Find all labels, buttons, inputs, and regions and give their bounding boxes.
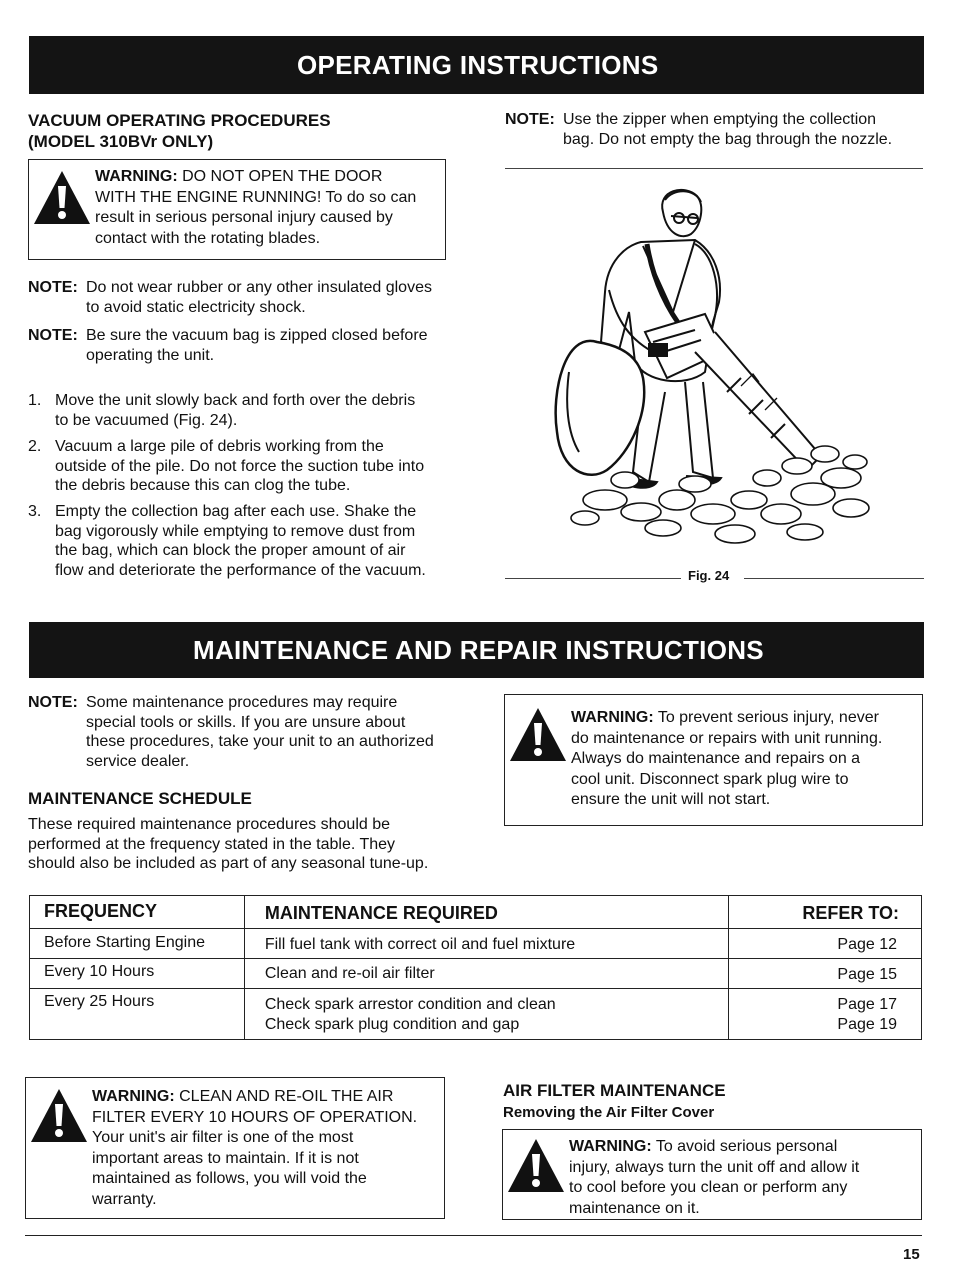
- note-line: Some maintenance procedures may require: [86, 694, 398, 711]
- air-filter-warning-line: CLEAN AND RE-OIL THE AIR: [179, 1088, 394, 1105]
- air-filter-warning-label: WARNING:: [92, 1088, 175, 1105]
- vacuum-heading-line2: (MODEL 310BVr ONLY): [28, 132, 214, 151]
- cover-warning-line: maintenance on it.: [569, 1199, 700, 1217]
- step-line: flow and deteriorate the performance of the vacuum.: [55, 561, 426, 579]
- maintenance-banner: MAINTENANCE AND REPAIR INSTRUCTIONS: [29, 622, 924, 678]
- cover-warning-box: [502, 1129, 922, 1220]
- door-warning-line: DO NOT OPEN THE DOOR: [182, 168, 383, 185]
- frequency-cell: Every 10 Hours: [30, 959, 245, 989]
- table-row: [30, 989, 922, 1040]
- cover-warning-label: WARNING:: [569, 1138, 652, 1155]
- refer-to-header: REFER TO:: [729, 896, 922, 929]
- operating-instructions-banner: OPERATING INSTRUCTIONS: [29, 36, 924, 94]
- schedule-intro: [28, 815, 428, 874]
- step-line: the debris because this can clog the tube.: [55, 477, 351, 494]
- step-line: to be vacuumed (Fig. 24).: [55, 411, 238, 429]
- frequency-header: FREQUENCY: [30, 896, 245, 929]
- door-warning-line: result in serious personal injury caused by: [95, 209, 393, 226]
- task-line: Check spark arrestor condition and clean: [264, 996, 556, 1013]
- maintenance-warning-label: WARNING:: [571, 709, 654, 726]
- vacuum-heading-line1: VACUUM OPERATING PROCEDURES: [28, 111, 331, 130]
- footer-rule: [25, 1235, 922, 1236]
- table-row: [30, 929, 922, 959]
- maintenance-warning-line: ensure the unit will not start.: [571, 791, 771, 808]
- door-warning-box: [28, 159, 446, 260]
- air-filter-warning-line: Your unit's air filter is one of the most: [92, 1129, 354, 1146]
- air-filter-warning-line: warranty.: [92, 1190, 157, 1208]
- schedule-intro-line: should also be included as part of any seasonal tune-up.: [28, 855, 429, 872]
- maintenance-warning-text: [571, 708, 882, 811]
- warning-triangle-icon: [33, 170, 91, 226]
- air-filter-heading: AIR FILTER MAINTENANCE: [503, 1081, 726, 1100]
- page-ref-cell: Page 12: [729, 929, 922, 959]
- page-ref-cell: Page 15: [729, 959, 922, 989]
- step-number: 1.: [28, 392, 42, 409]
- page-number: 15: [903, 1246, 920, 1263]
- note-line: these procedures, take your unit to an authorized: [86, 733, 434, 750]
- step-line: the bag, which can block the proper amount of air: [55, 542, 406, 559]
- page-ref-line: Page 19: [837, 1016, 897, 1033]
- table-row: [30, 959, 922, 989]
- figure-caption: Fig. 24: [688, 568, 730, 583]
- table-header-row: [30, 896, 922, 929]
- cover-warning-text: [569, 1137, 859, 1219]
- vacuum-operator-illustration: [545, 182, 880, 557]
- maintenance-note: [28, 693, 478, 773]
- task-cell: Clean and re-oil air filter: [244, 959, 728, 989]
- zipper-note: [505, 110, 925, 150]
- maintenance-schedule-table: [29, 895, 922, 1040]
- task-cell: [244, 989, 728, 1040]
- cover-warning-line: to cool before you clean or perform any: [569, 1179, 848, 1196]
- maintenance-warning-line: do maintenance or repairs with unit running.: [571, 729, 883, 747]
- air-filter-subheading: Removing the Air Filter Cover: [503, 1104, 715, 1121]
- task-line: Check spark plug condition and gap: [264, 1016, 520, 1033]
- maintenance-warning-line: Always do maintenance and repairs on a: [571, 750, 861, 767]
- note-label: NOTE:: [505, 111, 555, 128]
- warning-triangle-icon: [507, 1138, 565, 1194]
- air-filter-warning-text: [92, 1087, 417, 1210]
- note-label: NOTE:: [28, 279, 78, 296]
- air-filter-warning-line: important areas to maintain. If it is not: [92, 1149, 359, 1167]
- schedule-heading: MAINTENANCE SCHEDULE: [28, 789, 252, 808]
- gloves-note: [28, 278, 468, 318]
- warning-triangle-icon: [509, 707, 567, 763]
- air-filter-warning-line: FILTER EVERY 10 HOURS OF OPERATION.: [92, 1108, 418, 1126]
- note-label: NOTE:: [28, 694, 78, 711]
- note-line: service dealer.: [86, 752, 190, 770]
- frequency-cell: Before Starting Engine: [30, 929, 245, 959]
- note-label: NOTE:: [28, 327, 78, 344]
- step-line: bag vigorously while emptying to remove dust from: [55, 522, 416, 540]
- note-line: to avoid static electricity shock.: [86, 298, 306, 316]
- cover-warning-line: injury, always turn the unit off and allow it: [569, 1158, 860, 1176]
- divider: [505, 168, 923, 169]
- door-warning-text: [95, 167, 416, 249]
- step-line: Vacuum a large pile of debris working from the: [55, 438, 384, 455]
- caption-rule-right: [744, 578, 924, 579]
- step-number: 2.: [28, 438, 42, 455]
- note-line: Do not wear rubber or any other insulated gloves: [86, 279, 432, 296]
- vacuum-heading: [28, 110, 331, 152]
- step-line: Empty the collection bag after each use. Shake the: [55, 503, 417, 520]
- air-filter-warning-line: maintained as follows, you will void the: [92, 1170, 367, 1187]
- schedule-intro-line: These required maintenance procedures should be: [28, 816, 391, 833]
- air-filter-warning-box: [25, 1077, 445, 1219]
- maintenance-warning-line: cool unit. Disconnect spark plug wire to: [571, 770, 849, 788]
- note-line: Use the zipper when emptying the collection: [563, 111, 877, 128]
- step-line: Move the unit slowly back and forth over the debris: [55, 392, 416, 409]
- door-warning-line: WITH THE ENGINE RUNNING! To do so can: [95, 188, 417, 206]
- note-line: special tools or skills. If you are unsure about: [86, 713, 406, 731]
- page-ref-line: Page 17: [837, 996, 897, 1013]
- step-number: 3.: [28, 503, 42, 520]
- maintenance-warning-line: To prevent serious injury, never: [657, 709, 879, 726]
- warning-triangle-icon: [30, 1088, 88, 1144]
- note-line: Be sure the vacuum bag is zipped closed before: [86, 327, 428, 344]
- schedule-intro-line: performed at the frequency stated in the table. They: [28, 835, 396, 853]
- note-line: bag. Do not empty the bag through the nozzle.: [563, 130, 893, 148]
- task-cell: Fill fuel tank with correct oil and fuel mixture: [244, 929, 728, 959]
- maintenance-required-header: MAINTENANCE REQUIRED: [244, 896, 728, 929]
- bag-zipped-note: [28, 326, 468, 366]
- cover-warning-line: To avoid serious personal: [655, 1138, 838, 1155]
- maintenance-warning-box: [504, 694, 923, 826]
- door-warning-line: contact with the rotating blades.: [95, 229, 321, 247]
- step-line: outside of the pile. Do not force the suction tube into: [55, 457, 425, 475]
- caption-rule-left: [505, 578, 681, 579]
- door-warning-label: WARNING:: [95, 168, 178, 185]
- page-ref-cell: [729, 989, 922, 1040]
- note-line: operating the unit.: [86, 346, 215, 364]
- frequency-cell: Every 25 Hours: [30, 989, 245, 1040]
